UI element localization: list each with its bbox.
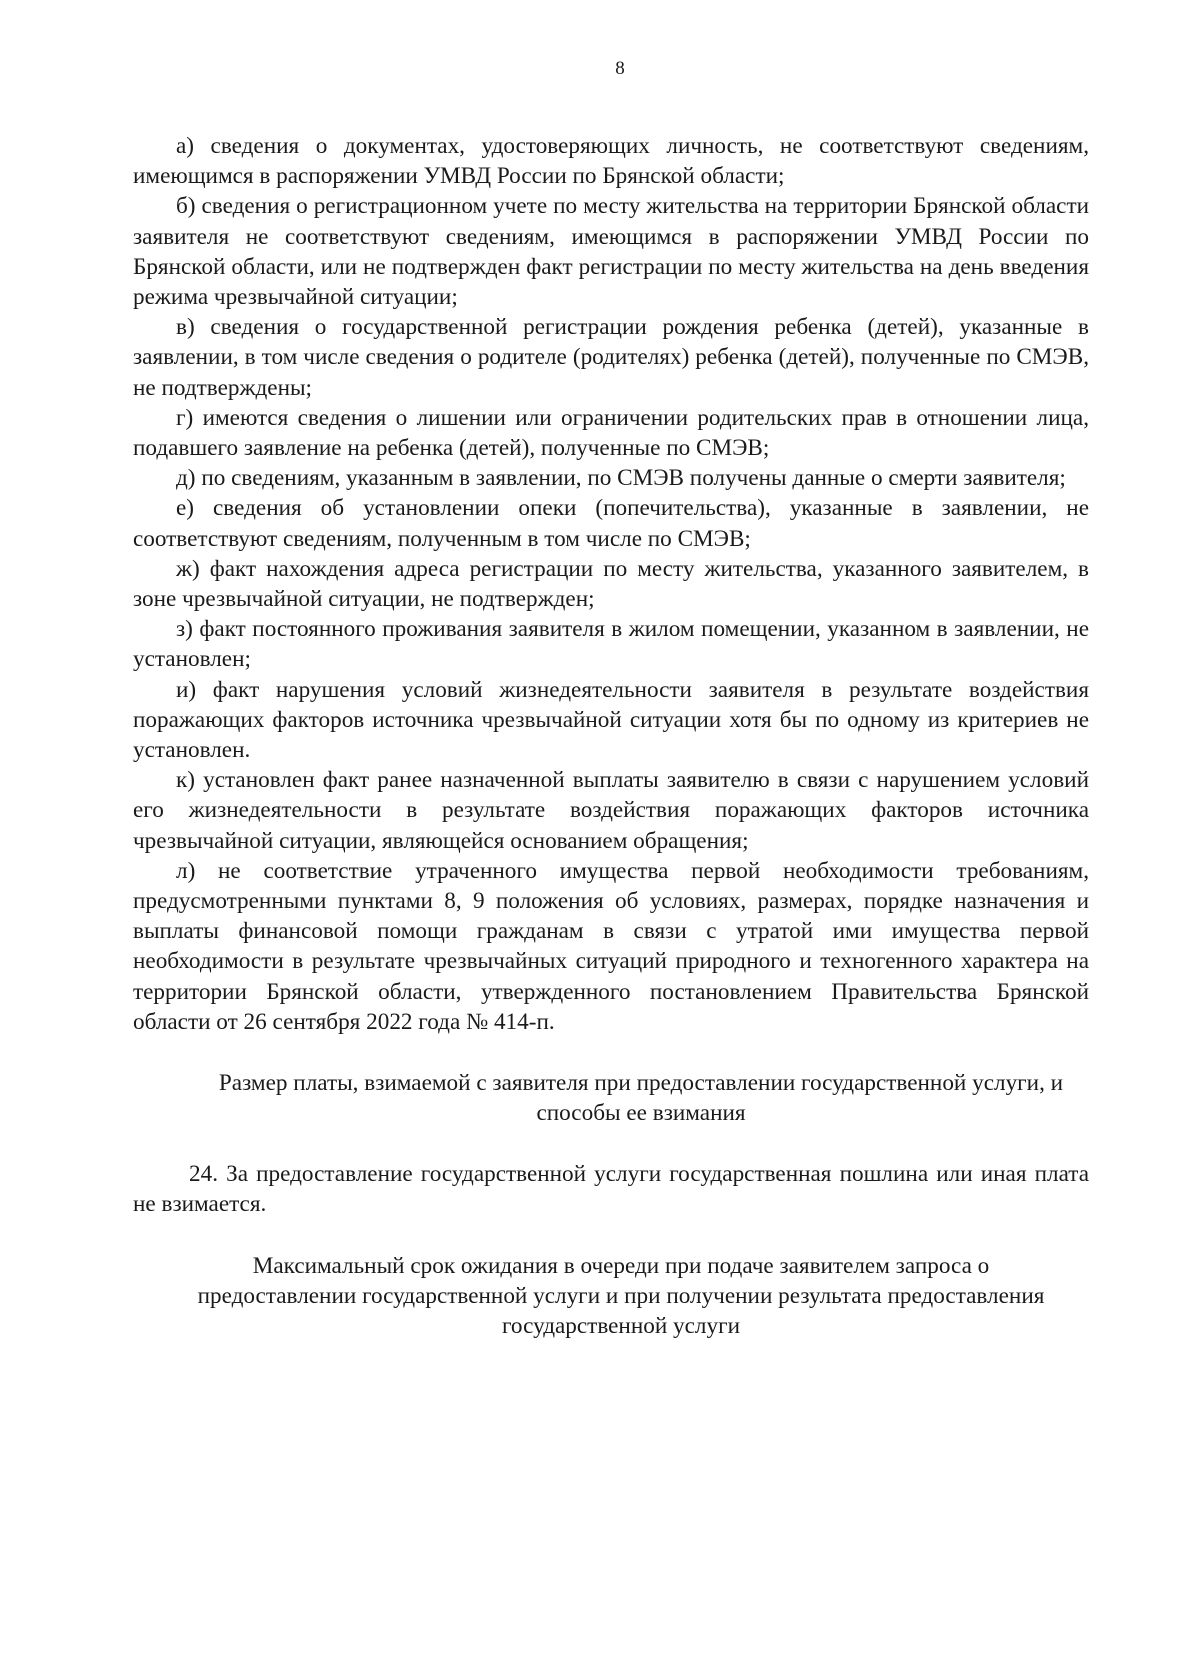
item-d: д) по сведениям, указанным в заявлении, по СМЭВ получены данные о смерти заявителя; [176,465,1066,492]
item-a: а) сведения о документах, удостоверяющих личность, не соответствуют сведениям, имеющимся в распоряжении УМВД России по Брянской области; [133,133,1089,190]
item-g: г) имеются сведения о лишении или ограничении родительских прав в отношении лица, подавшего заявление на ребенка (детей), полученные по СМЭВ; [133,404,1089,462]
document-body [133,131,1089,1342]
item-k: к) установлен факт ранее назначенной выплаты заявителю в связи с нарушением условий его жизнедеятельности в результате воздействия поражающих факторов источника чрезвычайной ситуации, являющейся основанием обращения; [133,767,1089,854]
item-e: е) сведения об установлении опеки (попечительства), указанные в заявлении, не соответствуют сведениям, полученным в том числе по СМЭВ; [133,495,1089,552]
item-v: в) сведения о государственной регистрации рождения ребенка (детей), указанные в заявлении, в том числе сведения о родителе (родителях) ребенка (детей), полученные по СМЭВ, не подтверждены; [133,314,1089,401]
paragraph-24: 24. За предоставление государственной услуги государственная пошлина или иная плата не взимается. [133,1160,1089,1217]
item-z: з) факт постоянного проживания заявителя в жилом помещении, указанном в заявлении, не установлен; [133,616,1089,673]
item-i: и) факт нарушения условий жизнедеятельности заявителя в результате воздействия поражающих факторов источника чрезвычайной ситуации хотя бы по одному из критериев не установлен. [133,676,1089,764]
section-heading-fee: Размер платы, взимаемой с заявителя при предоставлении государственной услуги, и способы ее взимания [218,1070,1064,1127]
section-heading-wait-time: Максимальный срок ожидания в очереди при подаче заявителем запроса о предоставлении государственной услуги и при получении результата предоставления государственной услуги [197,1252,1045,1340]
page-number: 8 [615,58,625,79]
item-b: б) сведения о регистрационном учете по месту жительства на территории Брянской области заявителя не соответствуют сведениям, имеющимся в распоряжении УМВД России по Брянской области, или не подтвержден факт регистрации по месту жительства на день введения режима чрезвычайной ситуации; [133,193,1089,311]
item-zh: ж) факт нахождения адреса регистрации по месту жительства, указанного заявителем, в зоне чрезвычайной ситуации, не подтвержден; [133,555,1089,613]
item-l: л) не соответствие утраченного имущества первой необходимости требованиям, предусмотренными пунктами 8, 9 положения об условиях, размерах, порядке назначения и выплаты финансовой помощи гражданам в связи с утратой ими имущества первой необходимости в результате чрезвычайных ситуаций природного и техногенного характера на территории Брянской области, утвержденного постановлением Правительства Брянской области от 26 сентября 2022 года № 414-п. [133,857,1089,1035]
